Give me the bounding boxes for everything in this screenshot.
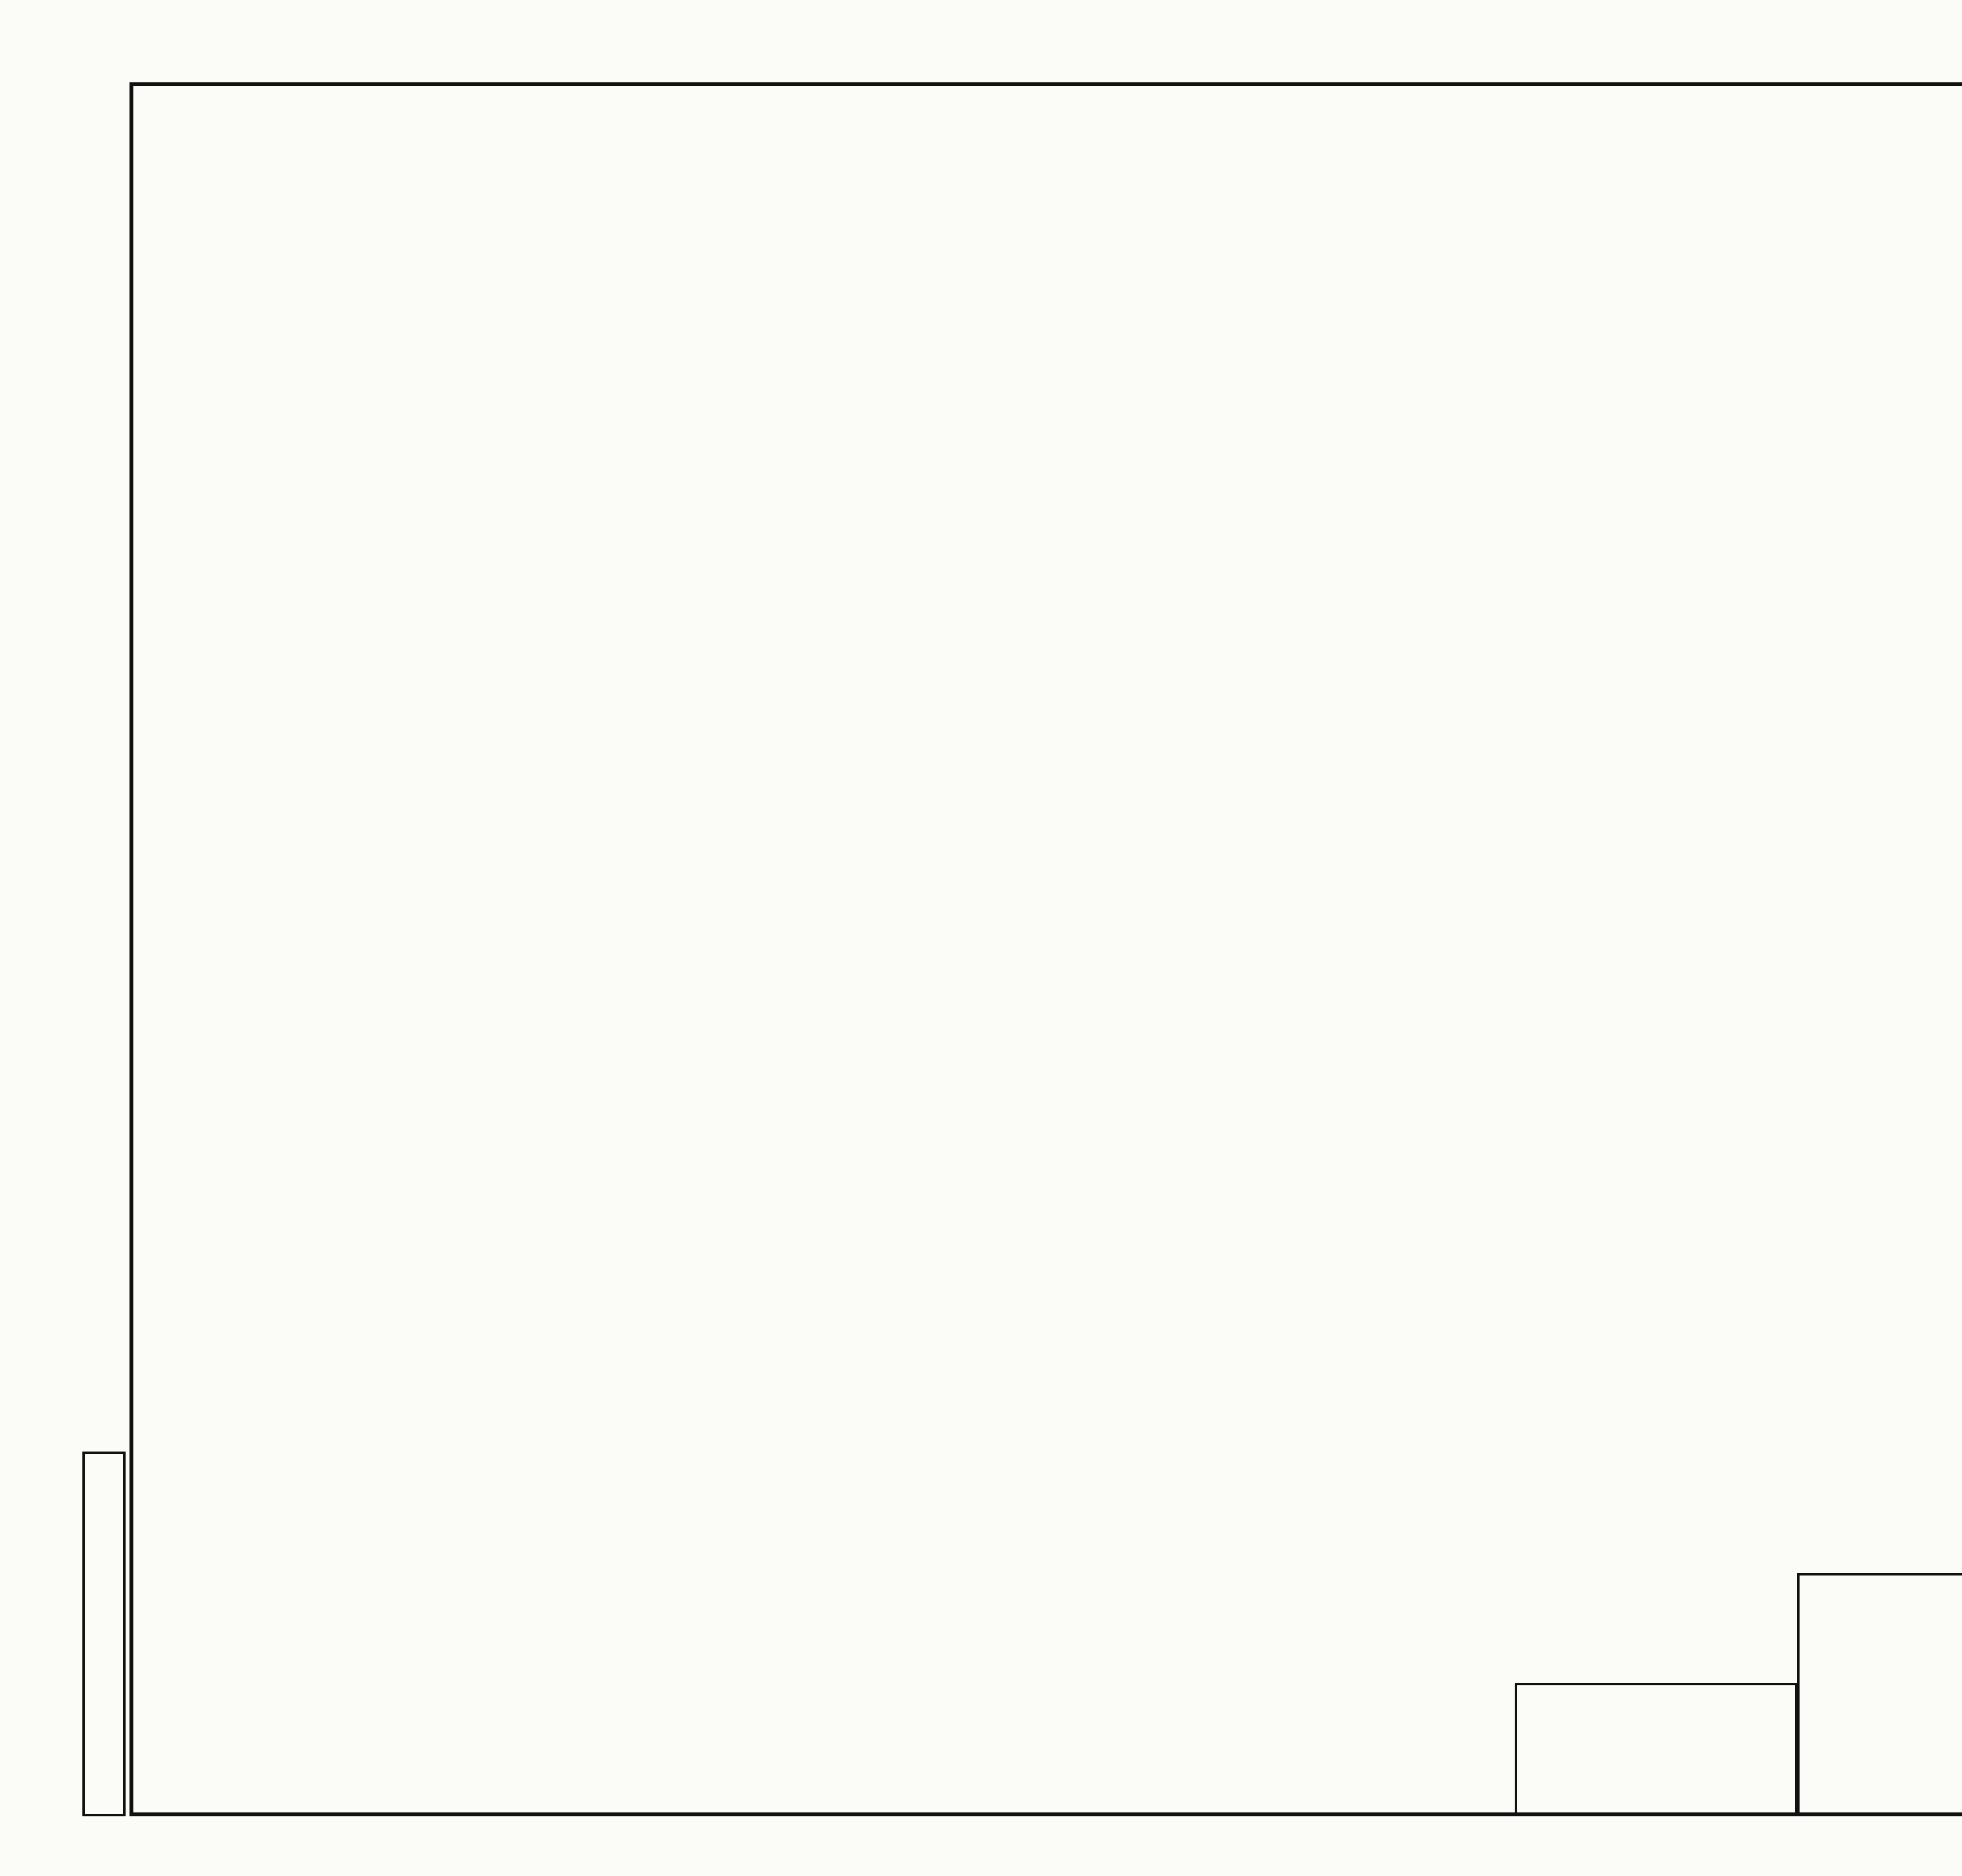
bound-cell xyxy=(1515,1683,1797,1816)
title-block xyxy=(1515,1573,1962,1816)
signatures-table xyxy=(1797,1671,1962,1816)
